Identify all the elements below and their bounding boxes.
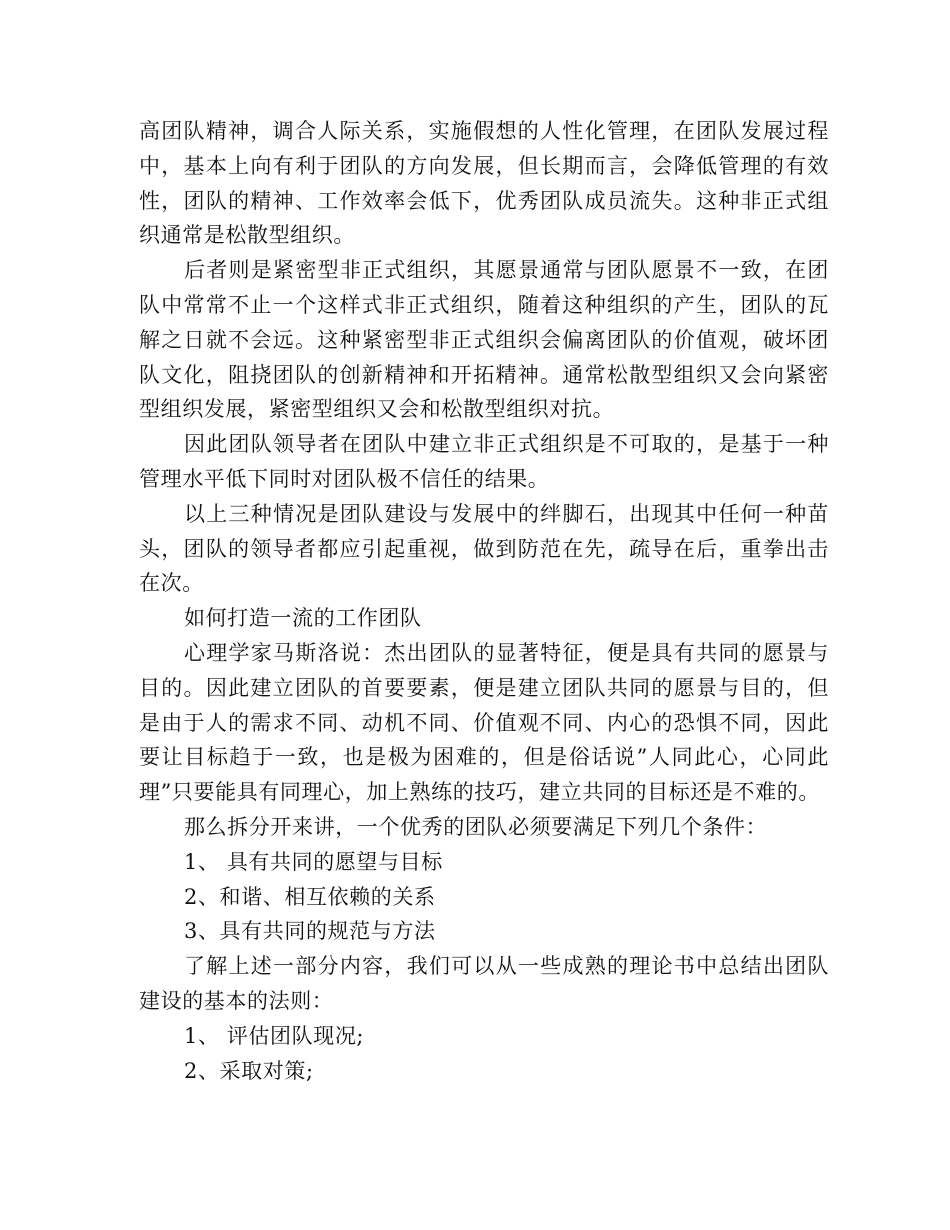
list-item-condition-3: 3、具有共同的规范与方法	[184, 919, 436, 944]
paragraph-conditions-intro: 那么拆分开来讲，一个优秀的团队必须要满足下列几个条件：	[184, 814, 768, 839]
list-item-rule-2: 2、采取对策;	[184, 1058, 314, 1083]
list-item-condition-1: 1、 具有共同的愿望与目标	[184, 849, 443, 874]
paragraph-close-knit-organization: 后者则是紧密型非正式组织，其愿景通常与团队愿景不一致，在团队中常常不止一个这样式非正式组织，随着这种组织的产生，团队的瓦解之日就不会远。这种紧密型非正式组织会偏离团队的价值观，破坏团队文化，阻挠团队的创新精神和开拓精神。通常松散型组织又会向紧密型组织发展，紧密型组织又会和松散型组织对抗。	[139, 258, 829, 422]
document-body	[139, 114, 829, 1088]
paragraph-rules-intro: 了解上述一部分内容，我们可以从一些成熟的理论书中总结出团队建设的基本的法则：	[139, 954, 829, 1013]
paragraph-conclusion: 因此团队领导者在团队中建立非正式组织是不可取的，是基于一种管理水平低下同时对团队极不信任的结果。	[139, 432, 829, 491]
paragraph-continuation: 高团队精神，调合人际关系，实施假想的人性化管理，在团队发展过程中，基本上向有利于团队的方向发展，但长期而言，会降低管理的有效性，团队的精神、工作效率会低下，优秀团队成员流失。这种非正式组织通常是松散型组织。	[139, 119, 829, 248]
list-item-rule-1: 1、 评估团队现况;	[184, 1023, 365, 1048]
paragraph-obstacles: 以上三种情况是团队建设与发展中的绊脚石，出现其中任何一种苗头，团队的领导者都应引起重视，做到防范在先，疏导在后，重拳出击在次。	[139, 501, 829, 596]
list-item-condition-2: 2、和谐、相互依赖的关系	[184, 884, 436, 909]
section-heading: 如何打造一流的工作团队	[184, 606, 422, 631]
paragraph-maslow: 心理学家马斯洛说：杰出团队的显著特征，便是具有共同的愿景与目的。因此建立团队的首要要素，便是建立团队共同的愿景与目的，但是由于人的需求不同、动机不同、价值观不同、内心的恐惧不同，因此要让目标趋于一致，也是极为困难的，但是俗话说”人同此心，心同此理”只要能具有同理心，加上熟练的技巧，建立共同的目标还是不难的。	[139, 640, 829, 805]
